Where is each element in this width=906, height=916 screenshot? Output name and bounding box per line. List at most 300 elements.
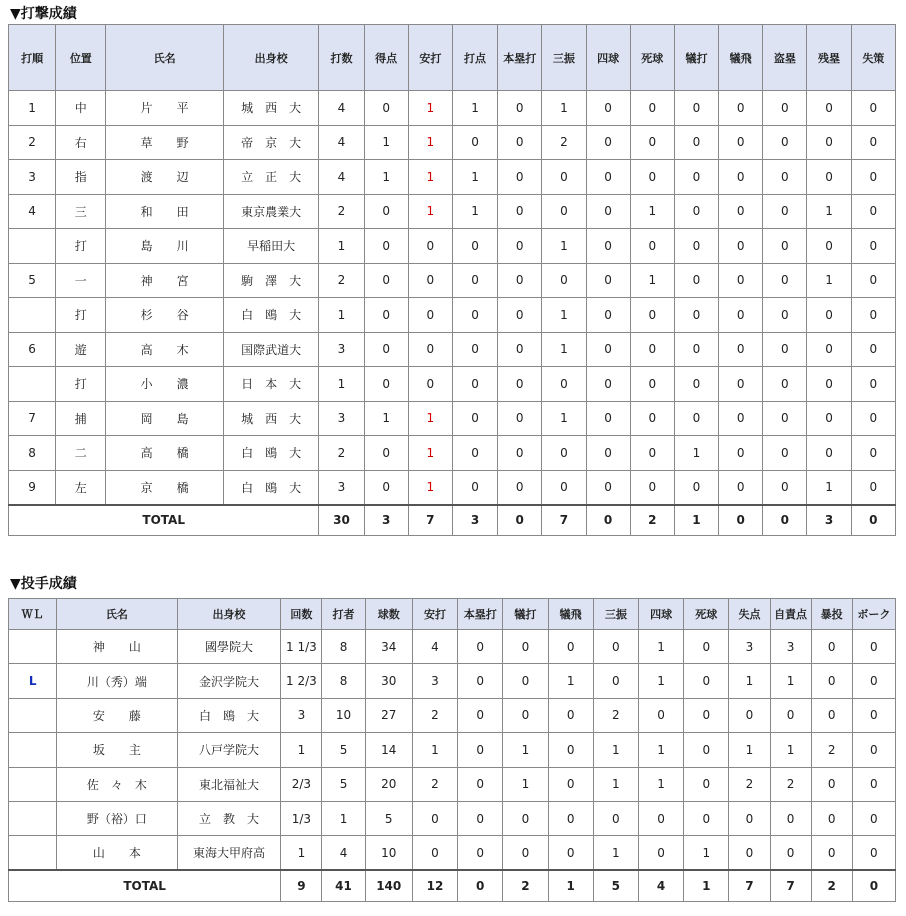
batting-cell: 1: [630, 194, 674, 229]
pitching-cell: 5: [322, 733, 365, 767]
pitching-cell: 0: [503, 836, 548, 870]
batting-cell: 打: [56, 367, 106, 402]
batting-cell: 0: [807, 298, 851, 333]
pitching-cell: 0: [770, 801, 811, 835]
batting-cell: 0: [851, 263, 895, 298]
batting-cell: 0: [719, 194, 763, 229]
pitching-cell: 34: [365, 630, 412, 664]
batting-row: [9, 332, 896, 367]
batting-cell: 0: [807, 229, 851, 264]
batting-cell: 0: [719, 401, 763, 436]
batting-header-cell: 四球: [586, 25, 630, 91]
pitching-cell: 1: [770, 664, 811, 698]
batting-header-cell: 打点: [452, 25, 497, 91]
pitching-cell: 2: [729, 767, 770, 801]
pitching-header-cell: 安打: [412, 599, 457, 630]
pitching-cell: 1: [638, 630, 683, 664]
batting-cell: 一: [56, 263, 106, 298]
pitching-cell: 1 1/3: [281, 630, 322, 664]
batting-row: [9, 194, 896, 229]
pitching-cell: 0: [458, 664, 503, 698]
pitching-total-cell: 7: [729, 870, 770, 901]
pitching-header-cell: 四球: [638, 599, 683, 630]
pitching-header-cell: 出身校: [177, 599, 281, 630]
batting-cell: 0: [630, 229, 674, 264]
batting-cell: 0: [851, 367, 895, 402]
batting-cell: 1: [674, 436, 718, 471]
pitching-header-cell: ＷＬ: [9, 599, 57, 630]
pitching-cell: 0: [811, 630, 852, 664]
batting-cell: 0: [719, 436, 763, 471]
batting-cell: 0: [719, 298, 763, 333]
batting-header-cell: 得点: [364, 25, 408, 91]
pitching-cell: 0: [503, 801, 548, 835]
pitching-section-title: ▼投手成績: [10, 576, 77, 592]
pitching-cell: 0: [852, 767, 895, 801]
batting-cell: 0: [364, 436, 408, 471]
pitching-cell: 1: [281, 733, 322, 767]
pitching-cell: 2: [770, 767, 811, 801]
batting-cell: 0: [452, 263, 497, 298]
batting-cell: 0: [719, 91, 763, 126]
batting-header-cell: 打順: [9, 25, 56, 91]
pitching-total-cell: 1: [684, 870, 729, 901]
batting-cell: 0: [807, 125, 851, 160]
pitching-total-label: TOTAL: [9, 870, 281, 901]
batting-cell: 帝 京 大: [223, 125, 318, 160]
pitching-wl-cell: [9, 733, 57, 767]
batting-header-cell: 出身校: [223, 25, 318, 91]
pitching-cell: 1: [322, 801, 365, 835]
batting-total-cell: 0: [498, 505, 542, 536]
batting-cell: 1: [408, 194, 452, 229]
pitching-header-cell: 犠飛: [548, 599, 593, 630]
batting-cell: 0: [674, 470, 718, 505]
batting-cell: 0: [851, 125, 895, 160]
batting-cell: 0: [630, 401, 674, 436]
batting-cell: 0: [719, 160, 763, 195]
pitching-cell: 0: [412, 801, 457, 835]
pitching-cell: 30: [365, 664, 412, 698]
batting-cell: 1: [408, 160, 452, 195]
batting-cell: 4: [319, 125, 364, 160]
batting-cell: 0: [364, 332, 408, 367]
pitching-cell: 立 教 大: [177, 801, 281, 835]
batting-cell: 0: [674, 367, 718, 402]
batting-cell: 杉 谷: [106, 298, 224, 333]
pitching-cell: 8: [322, 630, 365, 664]
pitching-cell: 川（秀）端: [57, 664, 177, 698]
batting-cell: 2: [9, 125, 56, 160]
batting-cell: 右: [56, 125, 106, 160]
batting-cell: 0: [851, 401, 895, 436]
batting-cell: 1: [542, 229, 586, 264]
pitching-cell: 0: [770, 698, 811, 732]
batting-cell: 0: [763, 401, 807, 436]
pitching-row: [9, 664, 896, 698]
batting-cell: 0: [586, 263, 630, 298]
batting-cell: 城 西 大: [223, 91, 318, 126]
batting-header-cell: 本塁打: [498, 25, 542, 91]
batting-cell: 0: [763, 332, 807, 367]
pitching-cell: 0: [811, 836, 852, 870]
batting-cell: 0: [674, 332, 718, 367]
batting-cell: 0: [364, 263, 408, 298]
batting-cell: [9, 298, 56, 333]
batting-total-cell: 3: [807, 505, 851, 536]
batting-cell: 0: [674, 401, 718, 436]
pitching-cell: 2: [593, 698, 638, 732]
batting-cell: 0: [851, 436, 895, 471]
pitching-cell: 10: [322, 698, 365, 732]
batting-total-cell: 0: [763, 505, 807, 536]
pitching-cell: 1/3: [281, 801, 322, 835]
pitching-cell: 1: [638, 767, 683, 801]
batting-cell: 0: [364, 229, 408, 264]
batting-row: [9, 470, 896, 505]
pitching-total-cell: 4: [638, 870, 683, 901]
batting-row: [9, 229, 896, 264]
batting-cell: 1: [364, 401, 408, 436]
pitching-header: [9, 599, 896, 630]
batting-cell: 京 橋: [106, 470, 224, 505]
batting-cell: 0: [763, 91, 807, 126]
pitching-cell: 佐 々 木: [57, 767, 177, 801]
batting-cell: 3: [319, 332, 364, 367]
batting-cell: 0: [408, 332, 452, 367]
batting-cell: 神 宮: [106, 263, 224, 298]
batting-cell: 白 鴎 大: [223, 436, 318, 471]
pitching-total-cell: 2: [811, 870, 852, 901]
batting-cell: 0: [807, 436, 851, 471]
batting-cell: 7: [9, 401, 56, 436]
batting-total-cell: 2: [630, 505, 674, 536]
batting-cell: 0: [674, 194, 718, 229]
pitching-wl-cell: L: [9, 664, 57, 698]
batting-cell: 0: [452, 298, 497, 333]
batting-total-cell: 3: [452, 505, 497, 536]
batting-cell: 4: [319, 91, 364, 126]
pitching-cell: 0: [811, 801, 852, 835]
batting-cell: 1: [630, 263, 674, 298]
pitching-cell: 1: [412, 733, 457, 767]
batting-total-cell: 3: [364, 505, 408, 536]
batting-cell: 0: [851, 229, 895, 264]
batting-cell: 0: [542, 436, 586, 471]
batting-cell: 0: [498, 194, 542, 229]
batting-cell: 0: [807, 160, 851, 195]
pitching-cell: 0: [412, 836, 457, 870]
pitching-cell: 1: [729, 733, 770, 767]
batting-cell: 1: [319, 229, 364, 264]
batting-cell: 0: [542, 470, 586, 505]
batting-total-row: [9, 505, 896, 536]
pitching-cell: 白 鴎 大: [177, 698, 281, 732]
batting-cell: 国際武道大: [223, 332, 318, 367]
batting-cell: 0: [630, 332, 674, 367]
batting-cell: 和 田: [106, 194, 224, 229]
batting-cell: 白 鴎 大: [223, 470, 318, 505]
batting-cell: 0: [719, 125, 763, 160]
batting-cell: 0: [586, 194, 630, 229]
pitching-total-cell: 41: [322, 870, 365, 901]
pitching-cell: 0: [458, 698, 503, 732]
pitching-cell: 0: [684, 801, 729, 835]
batting-cell: 0: [586, 401, 630, 436]
pitching-cell: 0: [548, 630, 593, 664]
batting-cell: 遊: [56, 332, 106, 367]
pitching-cell: 0: [638, 836, 683, 870]
batting-cell: 0: [851, 160, 895, 195]
batting-cell: 1: [542, 298, 586, 333]
pitching-total-cell: 1: [548, 870, 593, 901]
batting-header-cell: 打数: [319, 25, 364, 91]
pitching-cell: 1: [503, 767, 548, 801]
batting-cell: 0: [630, 367, 674, 402]
batting-cell: 3: [319, 470, 364, 505]
pitching-cell: 0: [811, 698, 852, 732]
pitching-cell: 10: [365, 836, 412, 870]
pitching-cell: 2: [412, 698, 457, 732]
batting-cell: 高 橋: [106, 436, 224, 471]
batting-cell: 0: [498, 367, 542, 402]
batting-header-cell: 残塁: [807, 25, 851, 91]
batting-total-cell: 0: [851, 505, 895, 536]
pitching-cell: 0: [811, 664, 852, 698]
pitching-cell: 2: [811, 733, 852, 767]
batting-cell: 0: [763, 194, 807, 229]
pitching-cell: 0: [593, 664, 638, 698]
batting-cell: 0: [630, 91, 674, 126]
pitching-total-cell: 9: [281, 870, 322, 901]
pitching-cell: 1: [281, 836, 322, 870]
pitching-total-cell: 12: [412, 870, 457, 901]
batting-cell: 0: [851, 298, 895, 333]
batting-cell: 0: [807, 367, 851, 402]
batting-cell: 駒 澤 大: [223, 263, 318, 298]
pitching-cell: 0: [548, 836, 593, 870]
batting-cell: 島 川: [106, 229, 224, 264]
batting-header-cell: 犠打: [674, 25, 718, 91]
batting-cell: 0: [719, 332, 763, 367]
batting-cell: 草 野: [106, 125, 224, 160]
batting-cell: 0: [452, 367, 497, 402]
batting-cell: 0: [498, 436, 542, 471]
pitching-cell: 5: [365, 801, 412, 835]
pitching-total-cell: 0: [852, 870, 895, 901]
batting-cell: 0: [719, 367, 763, 402]
pitching-header-cell: 打者: [322, 599, 365, 630]
pitching-cell: 野（裕）口: [57, 801, 177, 835]
batting-header-cell: 安打: [408, 25, 452, 91]
batting-row: [9, 298, 896, 333]
pitching-cell: 3: [729, 630, 770, 664]
batting-cell: 1: [408, 470, 452, 505]
pitching-cell: 0: [638, 698, 683, 732]
batting-body: [9, 91, 896, 505]
pitching-cell: 0: [729, 698, 770, 732]
batting-header-cell: 死球: [630, 25, 674, 91]
pitching-row: [9, 767, 896, 801]
batting-cell: 1: [408, 125, 452, 160]
pitching-header-cell: 回数: [281, 599, 322, 630]
pitching-wl-cell: [9, 767, 57, 801]
batting-total-cell: 7: [408, 505, 452, 536]
batting-cell: 渡 辺: [106, 160, 224, 195]
batting-cell: 0: [851, 332, 895, 367]
pitching-cell: 東北福祉大: [177, 767, 281, 801]
batting-cell: 0: [452, 470, 497, 505]
pitching-row: [9, 698, 896, 732]
batting-cell: 1: [364, 125, 408, 160]
pitching-total-cell: 2: [503, 870, 548, 901]
batting-cell: 0: [586, 298, 630, 333]
batting-cell: 指: [56, 160, 106, 195]
batting-cell: 0: [364, 470, 408, 505]
batting-cell: 中: [56, 91, 106, 126]
pitching-cell: 金沢学院大: [177, 664, 281, 698]
pitching-cell: 1: [638, 664, 683, 698]
batting-cell: 三: [56, 194, 106, 229]
batting-cell: 0: [498, 229, 542, 264]
batting-cell: 0: [630, 160, 674, 195]
pitching-cell: 1: [593, 767, 638, 801]
batting-cell: 0: [452, 436, 497, 471]
batting-cell: 0: [498, 401, 542, 436]
pitching-cell: 0: [458, 836, 503, 870]
batting-cell: 0: [498, 298, 542, 333]
pitching-cell: 0: [548, 733, 593, 767]
batting-cell: 0: [630, 125, 674, 160]
batting-cell: 0: [586, 436, 630, 471]
batting-cell: 6: [9, 332, 56, 367]
pitching-header-cell: 本塁打: [458, 599, 503, 630]
batting-cell: 1: [408, 91, 452, 126]
pitching-wl-cell: [9, 698, 57, 732]
batting-cell: 0: [542, 367, 586, 402]
batting-cell: 立 正 大: [223, 160, 318, 195]
pitching-total-cell: 7: [770, 870, 811, 901]
pitching-cell: 0: [770, 836, 811, 870]
batting-cell: 0: [498, 160, 542, 195]
pitching-cell: 8: [322, 664, 365, 698]
pitching-cell: 1: [770, 733, 811, 767]
pitching-cell: 0: [811, 767, 852, 801]
pitching-cell: 0: [684, 630, 729, 664]
batting-cell: 1: [542, 332, 586, 367]
pitching-cell: 4: [322, 836, 365, 870]
batting-cell: 0: [719, 470, 763, 505]
pitching-cell: 山 本: [57, 836, 177, 870]
pitching-row: [9, 630, 896, 664]
batting-header-cell: 氏名: [106, 25, 224, 91]
batting-cell: 0: [674, 263, 718, 298]
pitching-row: [9, 801, 896, 835]
batting-table: [8, 24, 896, 536]
batting-cell: 0: [498, 332, 542, 367]
batting-cell: 4: [9, 194, 56, 229]
batting-cell: 城 西 大: [223, 401, 318, 436]
batting-cell: 3: [9, 160, 56, 195]
batting-cell: 0: [763, 436, 807, 471]
pitching-header-cell: 失点: [729, 599, 770, 630]
batting-cell: 0: [763, 470, 807, 505]
pitching-cell: 0: [638, 801, 683, 835]
batting-cell: 0: [364, 298, 408, 333]
batting-cell: 0: [586, 160, 630, 195]
pitching-cell: 0: [548, 801, 593, 835]
pitching-wl-cell: [9, 630, 57, 664]
batting-cell: 0: [452, 401, 497, 436]
pitching-cell: 坂 主: [57, 733, 177, 767]
pitching-cell: 20: [365, 767, 412, 801]
batting-cell: 早稲田大: [223, 229, 318, 264]
batting-cell: 0: [542, 263, 586, 298]
pitching-cell: 1: [684, 836, 729, 870]
pitching-total-cell: 140: [365, 870, 412, 901]
batting-cell: 東京農業大: [223, 194, 318, 229]
batting-cell: 0: [364, 367, 408, 402]
batting-cell: [9, 229, 56, 264]
batting-cell: 0: [807, 401, 851, 436]
pitching-header-cell: 犠打: [503, 599, 548, 630]
batting-cell: 0: [408, 229, 452, 264]
batting-cell: 1: [452, 160, 497, 195]
batting-cell: 2: [319, 194, 364, 229]
batting-cell: 0: [364, 91, 408, 126]
pitching-cell: 0: [684, 698, 729, 732]
batting-cell: 白 鴎 大: [223, 298, 318, 333]
pitching-cell: 1: [638, 733, 683, 767]
pitching-cell: 3: [281, 698, 322, 732]
batting-cell: 1: [452, 194, 497, 229]
batting-total-cell: 0: [586, 505, 630, 536]
batting-cell: 0: [586, 367, 630, 402]
batting-cell: 0: [364, 194, 408, 229]
pitching-row: [9, 733, 896, 767]
batting-row: [9, 367, 896, 402]
pitching-header-cell: 球数: [365, 599, 412, 630]
batting-cell: 0: [674, 125, 718, 160]
batting-row: [9, 160, 896, 195]
batting-cell: 0: [674, 298, 718, 333]
batting-cell: 0: [452, 332, 497, 367]
batting-header-cell: 盗塁: [763, 25, 807, 91]
batting-cell: 0: [542, 194, 586, 229]
pitching-header-cell: 死球: [684, 599, 729, 630]
pitching-cell: 0: [684, 767, 729, 801]
pitching-cell: 0: [852, 801, 895, 835]
batting-cell: 0: [851, 470, 895, 505]
batting-row: [9, 263, 896, 298]
batting-section-title: ▼打撃成績: [10, 6, 77, 22]
batting-cell: 0: [542, 160, 586, 195]
batting-cell: 0: [586, 229, 630, 264]
batting-cell: 0: [452, 229, 497, 264]
batting-cell: 1: [542, 91, 586, 126]
batting-cell: 4: [319, 160, 364, 195]
batting-cell: 0: [719, 229, 763, 264]
batting-cell: 片 平: [106, 91, 224, 126]
pitching-total-cell: 0: [458, 870, 503, 901]
pitching-cell: 0: [458, 801, 503, 835]
pitching-cell: 0: [729, 801, 770, 835]
batting-cell: 0: [630, 298, 674, 333]
batting-cell: 0: [498, 470, 542, 505]
pitching-header-cell: 暴投: [811, 599, 852, 630]
batting-cell: 0: [763, 229, 807, 264]
batting-cell: 0: [719, 263, 763, 298]
